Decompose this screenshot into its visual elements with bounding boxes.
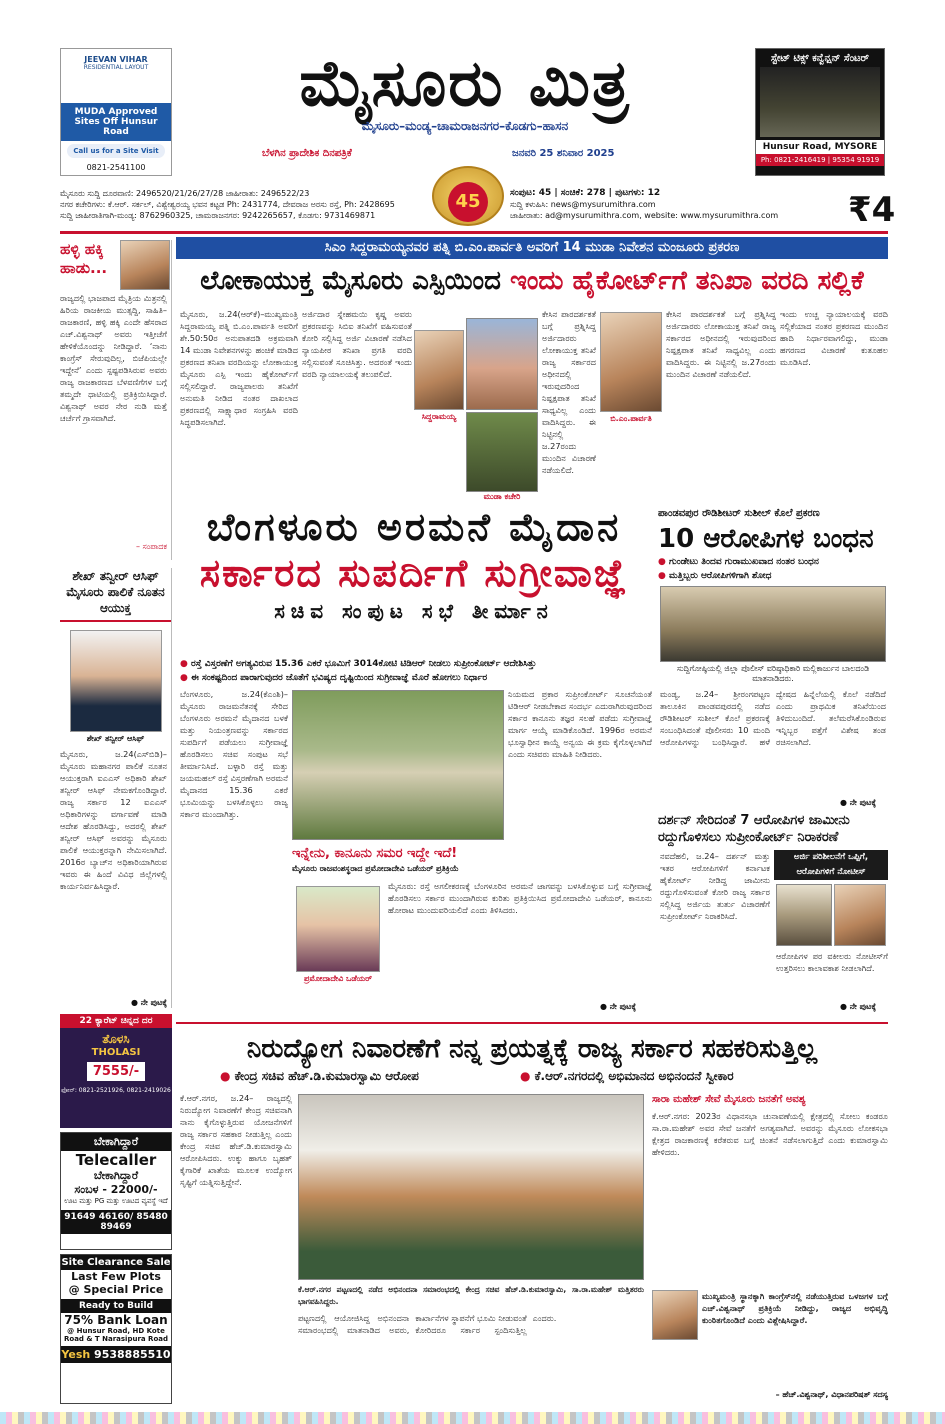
issue-info <box>510 188 890 221</box>
anniversary-badge <box>432 166 504 226</box>
sara-mahesh-body: ಕೆ.ಆರ್.ನಗರ: 2023ರ ವಿಧಾನಸಭಾ ಚುನಾವಣೆಯಲ್ಲಿ ಕ್ಷೇತ್ರದಲ್ಲಿ ಸೋಲು ಕಂಡರೂ ಸಾ.ರಾ.ಮಹೇಶ್ ಅವರ ಸೇವೆ ಜನತೆಗೆ ಅಗತ್ಯವಾಗಿದೆ. ಅವರನ್ನು ಮೈಸೂರು ಲೋಕಸಭಾ ಕ್ಷೇತ್ರದ ರಾಜಕಾರಣಕ್ಕೆ ಕರೆತರುವ ಬಗ್ಗೆ ಚಿಂತನೆ ನಡೆಸಲಾಗುತ್ತಿದೆ ಎಂದು ಕುಮಾರಸ್ವಾಮಿ ಹೇಳಿದರು. <box>652 1111 888 1157</box>
ad-right-location: Hunsur Road, MYSORE <box>756 140 884 154</box>
arrest-bullet-1: ● ಗುಂಡೇಟು ತಿಂದವ ಗುರಾಮುಖವಾದ ನಂತರ ಬಂಧನ <box>658 556 888 569</box>
wanted-head: ಬೇಕಾಗಿದ್ದಾರೆ <box>61 1133 171 1151</box>
parvathi-caption: ಬಿ.ಎಂ.ಪಾರ್ವತಿ <box>610 414 652 423</box>
palace-headline-2: ಸರ್ಕಾರದ ಸುಪರ್ದಿಗೆ ಸುಗ್ರೀವಾಜ್ಞೆ <box>199 551 629 595</box>
kumaraswamy-body-1: ಕೆ.ಆರ್.ನಗರ, ಜ.24– ರಾಜ್ಯದಲ್ಲಿ ನಿರುದ್ಯೋಗ ನಿವಾರಣೆಗೆ ಕೇಂದ್ರ ಸಚಿವನಾಗಿ ನಾನು ಕೈಗೊಳ್ಳುತ್ತಿರುವ ಯೋಜನೆಗಳಿಗೆ ರಾಜ್ಯ ಸರ್ಕಾರ ಸಹಕಾರ ನೀಡುತ್ತಿಲ್ಲ ಎಂದು ಕೇಂದ್ರ ಸಚಿವ ಹೆಚ್.ಡಿ.ಕುಮಾರಸ್ವಾಮಿ ಆರೋಪಿಸಿದರು. ಉಕ್ಕು ಹಾಗೂ ಬೃಹತ್ ಕೈಗಾರಿಕೆ ಖಾತೆಯ ಮೂಲಕ ಉದ್ಯೋಗ ಸೃಷ್ಟಿಗೆ ಯತ್ನಿಸುತ್ತಿದ್ದೇನೆ. <box>180 1093 292 1187</box>
palace-quote-head: ಇನ್ನೇನು, ಕಾನೂನು ಸಮರ ಇದ್ದೇ ಇದೆ! <box>292 846 458 861</box>
lead-headline-b: ಇಂದು ಹೈಕೋರ್ಟ್‌ಗೆ ತನಿಖಾ ವರದಿ ಸಲ್ಲಿಕೆ <box>509 266 864 296</box>
darshan-caption: ಆರೋಪಿಗಳ ಪರ ವಕೀಲರು ನೋಟೀಸ್‌ಗೆ ಉತ್ತರಿಸಲು ಕಾಲಾವಕಾಶ ನೀಡಲಾಗಿದೆ. <box>776 951 888 973</box>
palace-headline-1: ಬೆಂಗಳೂರು ಅರಮನೆ ಮೈದಾನ <box>206 505 622 549</box>
ad-sub: RESIDENTIAL LAYOUT <box>83 64 149 71</box>
darshan-headline: ದರ್ಶನ್ ಸೇರಿದಂತೆ 7 ಆರೋಪಿಗಳ ಜಾಮೀನು ರದ್ದುಗೊಳಿಸಲು ಸುಪ್ರೀಂಕೋರ್ಟ್ ನಿರಾಕರಣೆ <box>658 813 850 845</box>
site-line-2: @ Special Price <box>68 1283 164 1296</box>
anniversary-number: 45 <box>448 182 488 222</box>
lead-body-4: ಇಂದು ಉಚ್ಚ ನ್ಯಾಯಾಲಯಕ್ಕೆ ವರದಿ ಸಲ್ಲಿಕೆಯಾದ ನಂತರ ಪ್ರಕರಣದ ಮುಂದಿನ ಹಾದಿ ನಿರ್ಧಾರವಾಗಲಿದ್ದು, ಮುಡಾ ಹಗರಣದ ವಿಚಾರಣೆ ಕುತೂಹಲ ಮೂಡಿಸಿದೆ. <box>780 309 888 367</box>
site-line-1: Last Few Plots <box>71 1270 161 1283</box>
lead-body-3a: ಕೇಸಿನ ಪಾರದರ್ಶಕತೆ ಬಗ್ಗೆ ಪ್ರಶ್ನಿಸಿದ್ದ ಅರ್ಜಿದಾರರು ಲೋಕಾಯುಕ್ತ ತನಿಖೆ ರಾಜ್ಯ ಸರ್ಕಾರದ ಅಧೀನದಲ್ಲಿ ಇರುವುದರಿಂದ ನಿಷ್ಪಕ್ಷಪಾತ ತನಿಖೆ ಸಾಧ್ಯವಿಲ್ಲ ಎಂದು ವಾದಿಸಿದ್ದರು. ಈ ನಿಟ್ಟಿನಲ್ಲಿ ಜ.27ರಂದು ಮುಂದಿನ ವಿಚಾರಣೆ ನಡೆಯಲಿದೆ. <box>542 309 596 475</box>
convention-photo <box>760 67 880 137</box>
telecaller-ad[interactable] <box>60 1132 172 1250</box>
palace-bullet-2: ● ಈ ಸಂಕಷ್ಟದಿಂದ ಪಾರಾಗುವುದರ ಜೊತೆಗೆ ಭವಿಷ್ಯದ ದೃಷ್ಟಿಯಿಂದ ಸುಗ್ರೀವಾಜ್ಞೆ ಮೊರೆ ಹೋಗಲು ನಿರ್ಧಾರ <box>180 672 650 685</box>
ad-cta[interactable]: Call us for a Site Visit <box>67 144 165 158</box>
masthead-divider <box>60 231 888 234</box>
kumaraswamy-headline: ನಿರುದ್ಯೋಗ ನಿವಾರಣೆಗೆ ನನ್ನ ಪ್ರಯತ್ನಕ್ಕೆ ರಾಜ್ಯ ಸರ್ಕಾರ ಸಹಕರಿಸುತ್ತಿಲ್ಲ <box>246 1034 818 1064</box>
print-registration-strip <box>0 1412 945 1424</box>
loan-line: 75% Bank Loan <box>64 1313 168 1327</box>
arrest-kicker: ಪಾಂಡವಪುರ ರೌಡಿಶೀಟರ್ ಸುಶೀಲ್ ಕೊಲೆ ಪ್ರಕರಣ <box>658 508 820 519</box>
muda-office-photo <box>466 412 538 492</box>
felicitation-photo <box>298 1094 644 1280</box>
ad-right-phone: Ph: 0821-2416419 | 95354 91919 <box>756 154 884 166</box>
arrest-caption: ಸುದ್ದಿಗೋಷ್ಠಿಯಲ್ಲಿ ಜಿಲ್ಲಾ ಪೊಲೀಸ್ ವರಿಷ್ಠಾಧಿಕಾರಿ ಮಲ್ಲಿಕಾರ್ಜುನ ಬಾಲದಂಡಿ ಮಾತನಾಡಿದರು. <box>676 664 870 683</box>
darshan-box-head: ಅರ್ಜಿ ಪರಿಶೀಲನೆಗೆ ಒಪ್ಪಿಗೆ, ಆರೋಪಿಗಳಿಗೆ ನೋಟೀಸ್ <box>774 850 888 880</box>
telecaller-kn: ಬೇಕಾಗಿದ್ದಾರೆ <box>93 1169 139 1182</box>
issue-date: ಜನವರಿ 25 ಶನಿವಾರ 2025 <box>512 148 615 159</box>
muda-caption: ಮುಡಾ ಕಚೇರಿ <box>483 492 521 501</box>
vishwanath-quote: ಮುಖ್ಯಮಂತ್ರಿ ಸ್ಥಾನಕ್ಕಾಗಿ ಕಾಂಗ್ರೆಸ್‌ನಲ್ಲಿ ನಡೆಯುತ್ತಿರುವ ಒಳಜಗಳ ಬಗ್ಗೆ ಎಚ್.ವಿಶ್ವನಾಥ್ ಪ್ರತಿಕ್ರಿಯೆ ನೀಡಿದ್ದು, ರಾಜ್ಯದ ಅಭಿವೃದ್ಧಿ ಕುಂಠಿತಗೊಂಡಿದೆ ಎಂದು ವಿಶ್ಲೇಷಿಸಿದ್ದಾರೆ. <box>702 1291 888 1325</box>
high-court-photo <box>466 318 538 410</box>
masthead <box>180 45 750 134</box>
issue-number: ಸಂಪುಟ: 45 | ಸಂಚಿಕೆ: 278 | ಪುಟಗಳು: 12 <box>510 188 661 198</box>
lead-body-1: ಮೈಸೂರು, ಜ.24(ಆರ್‌ಕೆ)–ಮುಖ್ಯಮಂತ್ರಿ ಸಿದ್ದರಾಮಯ್ಯ ಪತ್ನಿ ಬಿ.ಎಂ.ಪಾರ್ವತಿ ಅವರಿಗೆ ಶೇ.50:50ರ ಅನುಪಾತದಡಿ ಅಕ್ರಮವಾಗಿ 14 ಮುಡಾ ನಿವೇಶನಗಳನ್ನು ಹಂಚಿಕೆ ಮಾಡಿದ ಪ್ರಕರಣದ ತನಿಖಾ ವರದಿಯನ್ನು ಲೋಕಾಯುಕ್ತ ಮೈಸೂರು ಎಸ್ಪಿ ಇಂದು ಹೈಕೋರ್ಟ್‌ಗೆ ಸಲ್ಲಿಸಲಿದ್ದಾರೆ. ರಾಜ್ಯಪಾಲರು ತನಿಖೆಗೆ ಅನುಮತಿ ನೀಡಿದ ನಂತರ ದಾಖಲಾದ ಪ್ರಕರಣದಲ್ಲಿ ಸಾಕ್ಷ್ಯಾಧಾರ ಸಂಗ್ರಹಿಸಿ ವರದಿ ಸಿದ್ಧಪಡಿಸಲಾಗಿದೆ. <box>180 309 298 427</box>
parvathi-portrait <box>600 312 662 412</box>
sara-mahesh-head: ಸಾರಾ ಮಹೇಶ್ ಸೇವೆ ಮೈಸೂರು ಜನತೆಗೆ ಅವಶ್ಯ <box>652 1094 806 1105</box>
palace-quote-sub: ಮೈಸೂರು ರಾಜವಂಶಸ್ಥರಾದ ಪ್ರಮೋದಾದೇವಿ ಒಡೆಯರ್ ಪ್ರತಿಕ್ರಿಯೆ <box>292 864 459 873</box>
yesh-contact <box>61 1346 171 1363</box>
gold-brand-en: THOLASI <box>91 1047 141 1058</box>
ad-headline: MUDA Approved Sites Off Hunsur Road <box>61 103 171 141</box>
palace-body-2: ನಿಯಮದ ಪ್ರಕಾರ ಸುಪ್ರೀಂಕೋರ್ಟ್ ಸೂಚನೆಯಂತೆ ಟಿಡಿಆರ್ ನೀಡಬೇಕಾದ ಸಂದರ್ಭ ಎದುರಾಗಿರುವುದರಿಂದ ಸರ್ಕಾರ ಕಾನೂನು ತಜ್ಞರ ಸಲಹೆ ಪಡೆದು ಸುಗ್ರೀವಾಜ್ಞೆ ಮಾರ್ಗ ಆಯ್ಕೆ ಮಾಡಿಕೊಂಡಿದೆ. 1996ರ ಅರಮನೆ ಭೂಸ್ವಾಧೀನ ಕಾಯ್ದೆ ಅನ್ವಯ ಈ ಕ್ರಮ ಕೈಗೊಳ್ಳಲಾಗಿದೆ ಎಂದು ಸಚಿವರು ಮಾಹಿತಿ ನೀಡಿದರು. <box>508 689 652 759</box>
telecaller-extra: ಊಟ ಮತ್ತು PG ಮತ್ತು ಊಟದ ವ್ಯವಸ್ಥೆ ಇದೆ <box>64 1197 168 1205</box>
commissioner-portrait <box>70 630 162 732</box>
palace-headline-3: ಸಚಿವ ಸಂಪುಟ ಸಭೆ ತೀರ್ಮಾನ <box>274 599 554 623</box>
palace-body-1: ಬೆಂಗಳೂರು, ಜ.24(ಕೆಎಂಶಿ)– ಮೈಸೂರು ರಾಜಮನೆತನಕ್ಕೆ ಸೇರಿದ ಬೆಂಗಳೂರು ಅರಮನೆ ಮೈದಾನದ ಬಳಕೆ ಮತ್ತು ನಿಯಂತ್ರಣವನ್ನು ಸರ್ಕಾರದ ಸುಪರ್ದಿಗೆ ಪಡೆಯಲು ಸುಗ್ರೀವಾಜ್ಞೆ ಹೊರಡಿಸಲು ಸಚಿವ ಸಂಪುಟ ಸಭೆ ತೀರ್ಮಾನಿಸಿದೆ. ಬಳ್ಳಾರಿ ರಸ್ತೆ ಮತ್ತು ಜಯಮಹಲ್ ರಸ್ತೆ ವಿಸ್ತರಣೆಗಾಗಿ ಅರಮನೆ ಮೈದಾನದ 15.36 ಎಕರೆ ಭೂಮಿಯನ್ನು ಬಳಸಿಕೊಳ್ಳಲು ರಾಜ್ಯ ಸರ್ಕಾರ ಮುಂದಾಗಿತ್ತು. <box>180 689 288 819</box>
ads-email[interactable]: ಜಾಹೀರಾತು: ad@mysurumithra.com, website: www.mysurumithra.com <box>510 211 779 220</box>
supreme-court-photo <box>776 884 832 946</box>
commissioner-caption: ಶೇಖ್ ತನ್ವೀರ್ ಆಸಿಫ್ <box>86 734 145 743</box>
palace-more[interactable]: ● ನೇ ಪುಟಕ್ಕೆ <box>600 1002 637 1011</box>
darshan-body: ನವದೆಹಲಿ, ಜ.24– ದರ್ಶನ್ ಮತ್ತು ಇತರ ಆರೋಪಿಗಳಿಗೆ ಕರ್ನಾಟಕ ಹೈಕೋರ್ಟ್ ನೀಡಿದ್ದ ಜಾಮೀನು ರದ್ದುಗೊಳಿಸುವಂತೆ ಕೋರಿ ರಾಜ್ಯ ಸರ್ಕಾರ ಸಲ್ಲಿಸಿದ್ದ ಅರ್ಜಿಯ ತುರ್ತು ವಿಚಾರಣೆಗೆ ಸುಪ್ರೀಂಕೋರ್ಟ್ ನಿರಾಕರಿಸಿದೆ. <box>660 851 770 921</box>
gold-brand: ತೊಳಸಿ <box>102 1032 130 1046</box>
darshan-more[interactable]: ● ನೇ ಪುಟಕ್ಕೆ <box>840 1002 877 1011</box>
ad-right-brand: ಸ್ಟೇಟ್ ಟಿಕ್ಸ್ ಕನ್ವೆನ್ಷನ್ ಸೆಂಟರ್ <box>770 53 870 64</box>
lead-body-3: ಕೇಸಿನ ಪಾರದರ್ಶಕತೆ ಬಗ್ಗೆ ಪ್ರಶ್ನಿಸಿದ್ದ ಅರ್ಜಿದಾರರು ಲೋಕಾಯುಕ್ತ ತನಿಖೆ ರಾಜ್ಯ ಸರ್ಕಾರದ ಅಧೀನದಲ್ಲಿ ಇರುವುದರಿಂದ ನಿಷ್ಪಕ್ಷಪಾತ ತನಿಖೆ ಸಾಧ್ಯವಿಲ್ಲ ಎಂದು ವಾದಿಸಿದ್ದರು. ಈ ನಿಟ್ಟಿನಲ್ಲಿ ಜ.27ರಂದು ಮುಂದಿನ ವಿಚಾರಣೆ ನಡೆಯಲಿದೆ. <box>666 309 776 379</box>
lead-headline <box>176 260 888 302</box>
ad-brand: JEEVAN VIHAR <box>84 55 148 64</box>
haalli-body: ರಾಜ್ಯದಲ್ಲಿ ಭಾಜಪಾದ ಮೈತ್ರಿಯ ಮಿತ್ರನಲ್ಲಿ ಹಿರಿಯ ರಾಜಕೀಯ ಮುತ್ಸದ್ದಿ, ಸಾಹಿತಿ–ರಾಜಕಾರಣಿ, ಹಳ್ಳಿ ಹಕ್ಕಿ ಎಂದೇ ಹೆಸರಾದ ಎಚ್.ವಿಶ್ವನಾಥ್ ಅವರು ಇತ್ತೀಚೆಗೆ ಹೇಳಿಕೆಯೊಂದನ್ನು ನೀಡಿದ್ದಾರೆ. ‘ನಾನು ಕಾಂಗ್ರೆಸ್ ಸೇರುವುದಿಲ್ಲ, ಬಿಜೆಪಿಯಲ್ಲೇ ಇದ್ದೇನೆ’ ಎಂದು ಸ್ಪಷ್ಟಪಡಿಸಿರುವ ಅವರು ರಾಜ್ಯ ರಾಜಕಾರಣದ ಬೆಳವಣಿಗೆಗಳ ಬಗ್ಗೆ ತಮ್ಮದೇ ಧಾಟಿಯಲ್ಲಿ ಪ್ರತಿಕ್ರಿಯಿಸಿದ್ದಾರೆ. ವಿಶ್ವನಾಥ್ ಅವರ ನೇರ ನುಡಿ ಮತ್ತೆ ಚರ್ಚೆಗೆ ಗ್ರಾಸವಾಗಿದೆ. <box>60 293 167 423</box>
palace-aerial-photo <box>292 690 504 840</box>
lead-body-2: ಅರ್ಜಿದಾರ ಸ್ನೇಹಮಯಿ ಕೃಷ್ಣ ಅವರು ಪ್ರಕರಣವನ್ನು ಸಿಬಿಐ ತನಿಖೆಗೆ ವಹಿಸುವಂತೆ ಕೋರಿ ಸಲ್ಲಿಸಿದ್ದ ಅರ್ಜಿ ವಿಚಾರಣೆ ನಡೆಸಿದ ನ್ಯಾಯಪೀಠ ತನಿಖಾ ಪ್ರಗತಿ ವರದಿ ಸಲ್ಲಿಸುವಂತೆ ಸೂಚಿಸಿತ್ತು. ಅದರಂತೆ ಇಂದು ವರದಿ ನ್ಯಾಯಾಲಯಕ್ಕೆ ತಲುಪಲಿದೆ. <box>302 309 412 379</box>
telecaller-salary: ಸಂಬಳ - 22000/- <box>74 1183 158 1196</box>
arrest-headline: 10 ಆರೋಪಿಗಳ ಬಂಧನ <box>658 524 874 554</box>
lead-kicker: ಸಿಎಂ ಸಿದ್ದರಾಮಯ್ಯನವರ ಪತ್ನಿ ಬಿ.ಎಂ.ಪಾರ್ವತಿ ಅವರಿಗೆ 14 ಮುಡಾ ನಿವೇಶನ ಮಂಜೂರು ಪ್ರಕರಣ <box>176 237 888 259</box>
contact-line-1: ಮೈಸೂರು ಸುದ್ದಿ ದೂರವಾಣಿ: 2496520/21/26/27/28 ಜಾಹೀರಾತು: 2496522/23 <box>60 189 310 198</box>
gold-rate-ad[interactable] <box>60 1014 172 1128</box>
darshan-portrait <box>834 884 886 946</box>
bottom-divider <box>176 1022 888 1024</box>
yesh-phone: 9538885510 <box>94 1348 171 1361</box>
palace-quote-body: ಮೈಸೂರು: ರಸ್ತೆ ಅಗಲೀಕರಣಕ್ಕೆ ಬೆಂಗಳೂರಿನ ಅರಮನೆ ಜಾಗವನ್ನು ಬಳಸಿಕೊಳ್ಳುವ ಬಗ್ಗೆ ಸುಗ್ರೀವಾಜ್ಞೆ ಹೊರಡಿಸಲು ಸರ್ಕಾರ ಮುಂದಾಗಿರುವ ಕುರಿತು ಪ್ರತಿಕ್ರಿಯಿಸಿದ ಪ್ರಮೋದಾದೇವಿ ಒಡೆಯರ್, ಕಾನೂನು ಹೋರಾಟ ಮುಂದುವರಿಯಲಿದೆ ಎಂದು ತಿಳಿಸಿದರು. <box>388 881 652 915</box>
news-email[interactable]: ಸುದ್ದಿ ಕಳುಹಿಸಿ: news@mysurumithra.com <box>510 200 656 209</box>
kumaraswamy-body-2: ಪಟ್ಟಣದಲ್ಲಿ ಆಯೋಜಿಸಿದ್ದ ಅಭಿನಂದನಾ ಸಮಾರಂಭದಲ್ಲಿ ಮಾತನಾಡಿದ ಅವರು, ಕಾರ್ಖಾನೆಗಳ ಸ್ಥಾಪನೆಗೆ ಭೂಮಿ ನೀಡುವಂತೆ ಕೋರಿದರೂ ಸರ್ಕಾರ ಸ್ಪಂದಿಸುತ್ತಿಲ್ಲ ಎಂದರು. <box>298 1313 557 1335</box>
ad-convention-center[interactable] <box>755 48 885 176</box>
kumaraswamy-bullet-1: ● ಕೇಂದ್ರ ಸಚಿವ ಹೆಚ್.ಡಿ.ಕುಮಾರಸ್ವಾಮಿ ಆರೋಪ <box>220 1070 520 1083</box>
telecaller-phones: 91649 46160/ 85480 89469 <box>61 1210 171 1234</box>
commissioner-story <box>60 568 172 1008</box>
arrest-bullet-2: ● ಮತ್ತಿಬ್ಬರು ಆರೋಪಿಗಳಿಗಾಗಿ ಶೋಧ <box>658 570 888 583</box>
cm-portrait <box>414 330 464 410</box>
palace-bullet-1: ● ರಸ್ತೆ ವಿಸ್ತರಣೆಗೆ ಅಗತ್ಯವಿರುವ 15.36 ಎಕರೆ ಭೂಮಿಗೆ 3014ಕೋಟಿ ಟಿಡಿಆರ್ ನೀಡಲು ಸುಪ್ರೀಂಕೋರ್ಟ್ ಆದೇಶಿಸಿತ್ತು <box>180 658 650 671</box>
pramoda-devi-portrait <box>296 886 380 972</box>
yesh-brand: Yesh <box>61 1348 91 1361</box>
arrest-body: ಮಂಡ್ಯ, ಜ.24– ಶ್ರೀರಂಗಪಟ್ಟಣ ತಾಲೂಕಿನ ಪಾಂಡವಪುರದಲ್ಲಿ ನಡೆದ ರೌಡಿಶೀಟರ್ ಸುಶೀಲ್ ಕೊಲೆ ಪ್ರಕರಣಕ್ಕೆ ಸಂಬಂಧಿಸಿದಂತೆ ಪೊಲೀಸರು 10 ಮಂದಿ ಆರೋಪಿಗಳನ್ನು ಬಂಧಿಸಿದ್ದಾರೆ. ಹಳೆ ದ್ವೇಷದ ಹಿನ್ನೆಲೆಯಲ್ಲಿ ಕೊಲೆ ನಡೆದಿದೆ ಎಂದು ಪ್ರಾಥಮಿಕ ತನಿಖೆಯಿಂದ ತಿಳಿದುಬಂದಿದೆ. ತಲೆಮರೆಸಿಕೊಂಡಿರುವ ಇನ್ನಿಬ್ಬರ ಪತ್ತೆಗೆ ವಿಶೇಷ ತಂಡ ರಚಿಸಲಾಗಿದೆ. <box>660 689 886 747</box>
regions: ಮೈಸೂರು–ಮಂಡ್ಯ–ಚಾಮರಾಜನಗರ–ಕೊಡಗು–ಹಾಸನ <box>361 119 569 133</box>
vishwanath-portrait <box>120 240 170 290</box>
kumaraswamy-bullet-2: ● ಕೆ.ಆರ್.ನಗರದಲ್ಲಿ ಅಭಿಮಾನದ ಅಭಿನಂದನೆ ಸ್ವೀಕಾರ <box>520 1070 880 1083</box>
haalli-column <box>60 240 172 560</box>
kumaraswamy-caption: ಕೆ.ಆರ್.ನಗರ ಪಟ್ಟಣದಲ್ಲಿ ನಡೆದ ಅಭಿನಂದನಾ ಸಮಾರಂಭದಲ್ಲಿ ಕೇಂದ್ರ ಸಚಿವ ಹೆಚ್.ಡಿ.ಕುಮಾರಸ್ವಾಮಿ, ಸಾ.ರಾ.ಮಹೇಶ್ ಮತ್ತಿತರರು ಭಾಗವಹಿಸಿದ್ದರು. <box>298 1285 644 1306</box>
palace-headline <box>176 505 652 625</box>
contact-info <box>60 188 430 221</box>
police-press-photo <box>660 586 886 662</box>
commissioner-body: ಮೈಸೂರು, ಜ.24(ಎಸ್‌ಬಿಡಿ)–ಮೈಸೂರು ಮಹಾನಗರ ಪಾಲಿಕೆ ನೂತನ ಆಯುಕ್ತರಾಗಿ ಐಎಎಸ್ ಅಧಿಕಾರಿ ಶೇಖ್ ತನ್ವೀರ್ ಆಸಿಫ್ ನೇಮಕಗೊಂಡಿದ್ದಾರೆ. ರಾಜ್ಯ ಸರ್ಕಾರ 12 ಐಎಎಸ್ ಅಧಿಕಾರಿಗಳನ್ನು ವರ್ಗಾವಣೆ ಮಾಡಿ ಆದೇಶ ಹೊರಡಿಸಿದ್ದು, ಅದರಲ್ಲಿ ಶೇಖ್ ತನ್ವೀರ್ ಆಸಿಫ್ ಅವರನ್ನು ಮೈಸೂರು ಪಾಲಿಕೆ ಆಯುಕ್ತರನ್ನಾಗಿ ನೇಮಿಸಲಾಗಿದೆ. 2016ರ ಬ್ಯಾಚ್‌ನ ಅಧಿಕಾರಿಯಾಗಿರುವ ಇವರು ಈ ಹಿಂದೆ ವಿವಿಧ ಜಿಲ್ಲೆಗಳಲ್ಲಿ ಕಾರ್ಯನಿರ್ವಹಿಸಿದ್ದಾರೆ. <box>60 749 167 891</box>
ad-jeevan-vihar[interactable] <box>60 48 172 176</box>
lead-headline-a: ಲೋಕಾಯುಕ್ತ ಮೈಸೂರು ಎಸ್ಪಿಯಿಂದ <box>200 266 501 296</box>
cm-caption: ಸಿದ್ದರಾಮಯ್ಯ <box>421 412 457 421</box>
pramoda-caption: ಪ್ರಮೋದಾದೇವಿ ಒಡೆಯರ್ <box>303 974 372 983</box>
vishwanath-small-portrait <box>652 1290 698 1340</box>
arrest-more[interactable]: ● ನೇ ಪುಟಕ್ಕೆ <box>840 798 877 807</box>
price: ₹4 <box>848 190 896 230</box>
ad-logo <box>61 49 171 103</box>
commissioner-headline: ಶೇಖ್ ತನ್ವೀರ್ ಆಸಿಫ್ ಮೈಸೂರು ಪಾಲಿಕೆ ನೂತನ ಆಯುಕ್ತ <box>60 568 171 622</box>
build-line: Ready to Build <box>61 1299 171 1313</box>
gold-rate-title: 22 ಕ್ಯಾರೆಟ್ ಚಿನ್ನದ ದರ <box>60 1014 172 1028</box>
telecaller-title: Telecaller <box>75 1151 157 1169</box>
vishwanath-sign: – ಹೆಚ್.ವಿಶ್ವನಾಥ್, ವಿಧಾನಪರಿಷತ್ ಸದಸ್ಯ <box>775 1390 888 1399</box>
loan-location: @ Hunsur Road, HD Kote Road & T Narasipura Road <box>64 1327 168 1343</box>
gold-contact: ಫೋನ್: 0821-2521926, 0821-2419026 <box>61 1087 171 1094</box>
tagline: ಬೆಳಗಿನ ಪ್ರಾದೇಶಿಕ ದಿನಪತ್ರಿಕೆ <box>262 148 352 159</box>
contact-line-3: ಸುದ್ದಿ ಜಾಹೀರಾತಿಗಾಗಿ-ಮಂಡ್ಯ: 8762960325, ಚಾಮರಾಜನಗರ: 9242265657, ಕೊಡಗು: 9731469871 <box>60 211 376 220</box>
site-sale-ad[interactable] <box>60 1254 172 1404</box>
contact-line-2: ನಗರ ಕಚೇರಿಗಳು: ಕೆ.ಆರ್. ಸರ್ಕಲ್, ವಿಶ್ವೇಶ್ವರಯ್ಯ ಭವನ ಕಟ್ಟಡ Ph: 2431774, ದೇವರಾಜ ಅರಸು ರಸ್ತೆ, Ph: 2428695 <box>60 200 395 209</box>
gold-rate-value: 7555/- <box>87 1062 145 1081</box>
newspaper-title: ಮೈಸೂರು ಮಿತ್ರ <box>299 46 631 121</box>
ad-phone: 0821-2541100 <box>86 163 146 172</box>
haalli-title: ಹಳ್ಳಿ ಹಕ್ಕಿ ಹಾಡು... <box>60 240 108 277</box>
commissioner-more[interactable]: ● ನೇ ಪುಟಕ್ಕೆ <box>130 998 167 1007</box>
site-head: Site Clearance Sale <box>61 1257 171 1268</box>
haalli-signature: – ಸಂಪಾದಕ <box>135 542 167 551</box>
